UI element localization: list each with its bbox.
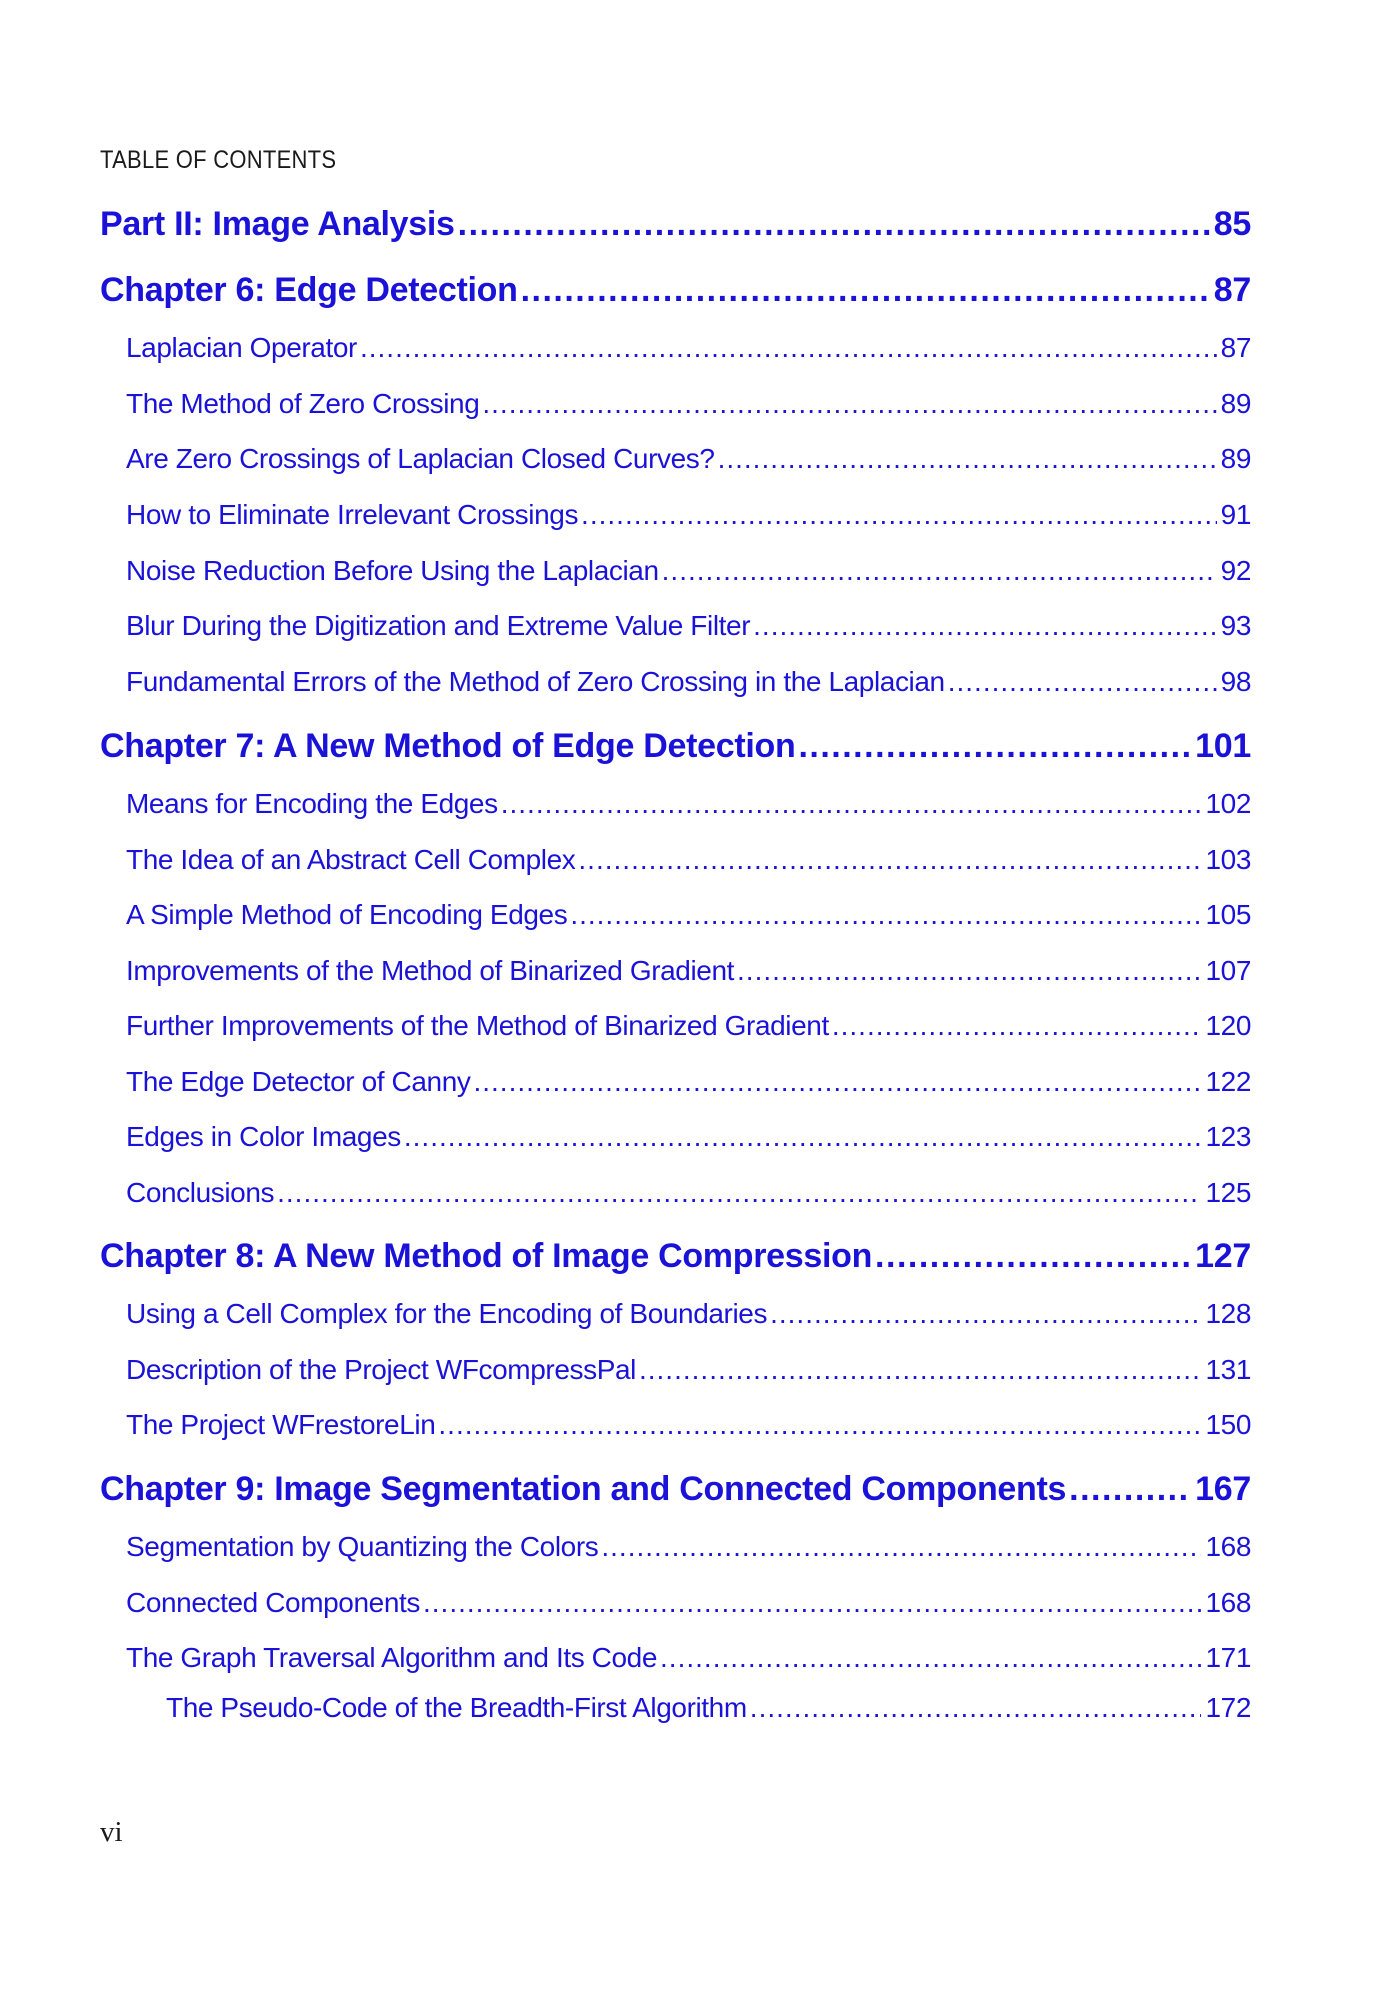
toc-entry-page: 167 [1195,1470,1251,1508]
toc-entry-title: Using a Cell Complex for the Encoding of Boundaries [126,1298,768,1329]
toc-entry-title: How to Eliminate Irrelevant Crossings [126,499,579,530]
toc-entry[interactable] [126,555,1251,587]
toc-entry-page: 102 [1205,788,1251,819]
toc-entry-page: 168 [1205,1587,1251,1618]
toc-entry-page: 103 [1205,844,1251,875]
dot-leader [404,1121,1202,1153]
toc-entry[interactable] [126,1121,1251,1153]
toc-entry[interactable] [100,727,1251,766]
toc-entry-page: 93 [1220,610,1251,641]
dot-leader [438,1409,1201,1441]
toc-entry-title: Edges in Color Images [126,1121,401,1152]
toc-entry-page: 87 [1220,332,1251,363]
toc-entry-title: Chapter 8: A New Method of Image Compression [100,1237,873,1275]
toc-entry-page: 171 [1205,1642,1251,1673]
dot-leader [570,899,1201,931]
toc-entry-page: 120 [1205,1010,1251,1041]
toc-entry[interactable] [126,1354,1251,1386]
toc-entry[interactable] [126,388,1251,420]
toc-entry-title: Means for Encoding the Edges [126,788,498,819]
toc-entry[interactable] [126,1298,1251,1330]
dot-leader [581,499,1217,531]
toc-entry-page: 89 [1220,388,1251,419]
toc-entry[interactable] [126,443,1251,475]
dot-leader [360,332,1217,364]
dot-leader [750,1692,1202,1724]
toc-entry[interactable] [126,332,1251,364]
dot-leader [521,271,1210,310]
toc-entry[interactable] [126,1010,1251,1042]
toc-entry-page: 168 [1205,1531,1251,1562]
toc-entry-title: The Method of Zero Crossing [126,388,480,419]
dot-leader [482,388,1216,420]
toc-entry-title: Are Zero Crossings of Laplacian Closed Curves? [126,443,715,474]
toc-entry-page: 107 [1205,955,1251,986]
toc-entry[interactable] [126,955,1251,987]
toc-entry-page: 123 [1205,1121,1251,1152]
dot-leader [737,955,1201,987]
toc-entry[interactable] [126,1409,1251,1441]
dot-leader [1069,1470,1191,1509]
toc-entry[interactable] [100,205,1251,244]
toc-entry[interactable] [100,1237,1251,1276]
dot-leader [798,727,1191,766]
dot-leader [423,1587,1201,1619]
toc-entry-title: The Edge Detector of Canny [126,1066,471,1097]
toc-entry[interactable] [126,610,1251,642]
toc-entry[interactable] [126,1177,1251,1209]
dot-leader [832,1010,1202,1042]
toc-entry[interactable] [126,1587,1251,1619]
toc-entry-page: 89 [1220,443,1251,474]
toc-entry-title: Conclusions [126,1177,275,1208]
dot-leader [875,1237,1191,1276]
toc-entry-title: The Pseudo-Code of the Breadth-First Algorithm [166,1692,747,1723]
dot-leader [770,1298,1201,1330]
toc-entry-title: Fundamental Errors of the Method of Zero Crossing in the Laplacian [126,666,945,697]
toc-entry[interactable] [126,1066,1251,1098]
toc-entry-page: 122 [1205,1066,1251,1097]
toc-entry-page: 150 [1205,1409,1251,1440]
dot-leader [601,1531,1201,1563]
toc-entry-page: 85 [1213,205,1251,243]
toc-entry[interactable] [126,844,1251,876]
toc-entry-page: 101 [1195,727,1251,765]
toc-entry[interactable] [126,1642,1251,1674]
toc-entry-page: 98 [1220,666,1251,697]
toc-entry[interactable] [126,899,1251,931]
dot-leader [277,1177,1201,1209]
dot-leader [718,443,1217,475]
toc-entry-page: 128 [1205,1298,1251,1329]
toc-entry-page: 91 [1220,499,1251,530]
toc-entry[interactable] [100,1470,1251,1509]
toc-entry-title: A Simple Method of Encoding Edges [126,899,568,930]
toc-entry[interactable] [126,1531,1251,1563]
dot-leader [501,788,1202,820]
toc-entry-title: Chapter 7: A New Method of Edge Detection [100,727,796,765]
toc-entry-title: Description of the Project WFcompressPal [126,1354,636,1385]
toc-entry-title: Chapter 9: Image Segmentation and Connected Components [100,1470,1067,1508]
toc-entry-title: Laplacian Operator [126,332,357,363]
running-head: TABLE OF CONTENTS [100,146,337,174]
dot-leader [578,844,1201,876]
page-number: vi [100,1816,123,1848]
toc-entry-page: 131 [1205,1354,1251,1385]
toc-entry-title: Noise Reduction Before Using the Laplacian [126,555,659,586]
toc-entry-title: Blur During the Digitization and Extreme Value Filter [126,610,751,641]
toc-entry-page: 105 [1205,899,1251,930]
toc-entry-page: 127 [1195,1237,1251,1275]
dot-leader [473,1066,1201,1098]
toc-entry-title: The Idea of an Abstract Cell Complex [126,844,576,875]
toc-entry-title: The Graph Traversal Algorithm and Its Code [126,1642,658,1673]
toc-entry-title: The Project WFrestoreLin [126,1409,436,1440]
toc-entry-title: Further Improvements of the Method of Binarized Gradient [126,1010,829,1041]
toc-entry[interactable] [100,271,1251,310]
dot-leader [753,610,1217,642]
toc-entry-title: Connected Components [126,1587,420,1618]
dot-leader [660,1642,1201,1674]
toc-entry[interactable] [166,1692,1251,1724]
toc-entry-page: 87 [1213,271,1251,309]
dot-leader [662,555,1217,587]
toc-entry-page: 125 [1205,1177,1251,1208]
dot-leader [458,205,1210,244]
toc-entry-title: Improvements of the Method of Binarized Gradient [126,955,735,986]
toc-entry[interactable] [126,499,1251,531]
toc-entry-page: 172 [1205,1692,1251,1723]
toc-entry[interactable] [126,666,1251,698]
toc-entry-title: Segmentation by Quantizing the Colors [126,1531,599,1562]
toc-entry[interactable] [126,788,1251,820]
dot-leader [948,666,1217,698]
toc-entry-page: 92 [1220,555,1251,586]
toc-entry-title: Part II: Image Analysis [100,205,455,243]
dot-leader [639,1354,1202,1386]
toc-entry-title: Chapter 6: Edge Detection [100,271,518,309]
